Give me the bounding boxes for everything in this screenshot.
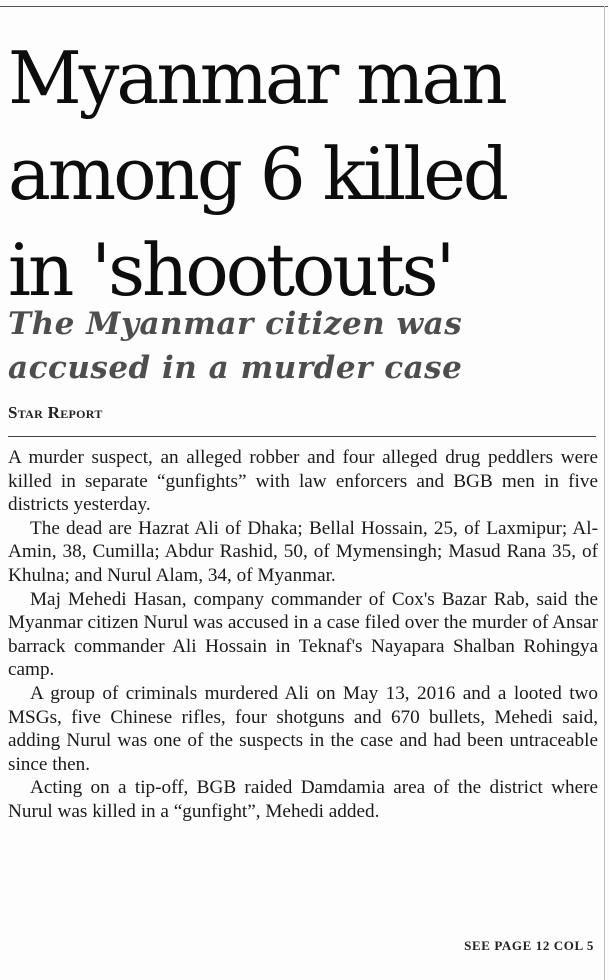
top-border-rule (0, 6, 608, 7)
continuation-reference: SEE PAGE 12 COL 5 (464, 938, 594, 953)
headline-line-2: among 6 killed (8, 132, 506, 216)
byline-divider (8, 436, 596, 437)
byline: Star Report (8, 403, 103, 422)
subheadline (8, 302, 606, 390)
headline-line-3: in 'shootouts' (8, 228, 453, 312)
paragraph-5: Acting on a tip-off, BGB raided Damdamia area of the district where Nurul was killed in a “gunfight”, Mehedi added. (8, 777, 598, 822)
subheadline-line-2: accused in a murder case (8, 350, 463, 386)
headline (8, 30, 606, 318)
paragraph-4: A group of criminals murdered Ali on May 13, 2016 and a looted two MSGs, five Chinese rifles, four shotguns and 670 bullets, Mehedi said, adding Nurul was one of the suspects in the case and had been untraceable since then. (8, 682, 598, 775)
subheadline-line-1: The Myanmar citizen was (8, 306, 463, 342)
paragraph-1: A murder suspect, an alleged robber and four alleged drug peddlers were killed in separate “gunfights” with law enforcers and BGB men in five districts yesterday. (8, 447, 598, 516)
paragraph-2: The dead are Hazrat Ali of Dhaka; Bellal Hossain, 25, of Laxmipur; Al-Amin, 38, Cumilla; Abdur Rashid, 50, of Mymensingh; Masud Rana 35, of Khulna; and Nurul Alam, 34, of Myanmar. (8, 517, 598, 586)
paragraph-3: Maj Mehedi Hasan, company commander of Cox's Bazar Rab, said the Myanmar citizen Nurul was accused in a case filed over the murder of Ansar barrack commander Ali Hossain in Teknaf's Nayapara Shalban Rohingya camp. (8, 588, 598, 681)
article-body (8, 446, 598, 824)
headline-line-1: Myanmar man (8, 36, 505, 120)
